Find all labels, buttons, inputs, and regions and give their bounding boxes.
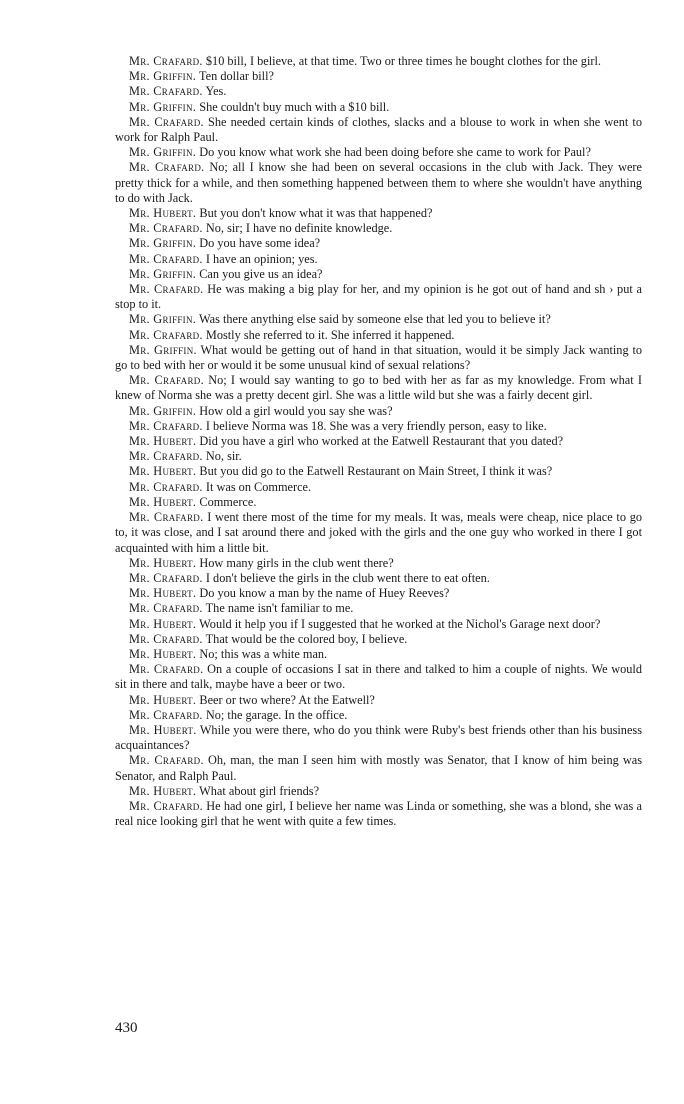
speaker-name: Mr. Griffin.: [129, 145, 197, 160]
testimony-paragraph: [115, 510, 642, 556]
testimony-paragraph: [115, 221, 642, 236]
testimony-text: Do you know a man by the name of Huey Reeves?: [199, 586, 450, 601]
testimony-text: I went there most of the time for my meals. It was, meals were cheap, nice place to go to, it was close, and I sat around there and joked with the girls and the one guy who worked in there I got acquainted with him a little bit.: [115, 510, 642, 555]
testimony-paragraph: [115, 784, 642, 799]
testimony-paragraph: [115, 343, 642, 373]
testimony-text: No; all I know she had been on several occasions in the club with Jack. They were pretty thick for a while, and then something happened between them to where she wouldn't have anything to do with Jack.: [115, 160, 642, 205]
testimony-paragraph: [115, 54, 642, 69]
testimony-text: Do you have some idea?: [199, 236, 321, 251]
testimony-paragraph: [115, 708, 642, 723]
testimony-paragraph: [115, 434, 642, 449]
testimony-text: Can you give us an idea?: [199, 266, 323, 281]
testimony-paragraph: [115, 464, 642, 479]
testimony-text: What about girl friends?: [199, 783, 320, 798]
testimony-text: $10 bill, I believe, at that time. Two or three times he bought clothes for the girl.: [205, 54, 601, 68]
speaker-name: Mr. Hubert.: [129, 616, 197, 631]
speaker-name: Mr. Griffin.: [129, 99, 197, 114]
testimony-paragraph: [115, 115, 642, 145]
testimony-paragraph: [115, 145, 642, 160]
testimony-text: No; I would say wanting to go to bed with her as far as my knowledge. From what I knew of Norma she was a pretty decent girl. She was a little wild but she was a fairly decent girl.: [115, 373, 642, 403]
speaker-name: Mr. Crafard.: [129, 631, 203, 646]
speaker-name: Mr. Crafard.: [129, 418, 203, 433]
testimony-paragraph: [115, 282, 642, 312]
testimony-text: While you were there, who do you think were Ruby's best friends other than his business acquaintances?: [115, 722, 642, 753]
transcript-page: [115, 54, 642, 829]
testimony-text: How many girls in the club went there?: [199, 555, 394, 570]
testimony-paragraph: [115, 632, 642, 647]
testimony-paragraph: [115, 586, 642, 601]
speaker-name: Mr. Griffin.: [129, 312, 197, 327]
testimony-paragraph: [115, 480, 642, 495]
testimony-text: No; the garage. In the office.: [205, 707, 348, 722]
testimony-text: How old a girl would you say she was?: [199, 403, 393, 418]
speaker-name: Mr. Crafard.: [129, 54, 203, 68]
testimony-paragraph: [115, 799, 642, 829]
speaker-name: Mr. Griffin.: [129, 69, 197, 84]
testimony-paragraph: [115, 662, 642, 692]
speaker-name: Mr. Crafard.: [129, 510, 204, 525]
speaker-name: Mr. Griffin.: [129, 403, 197, 418]
speaker-name: Mr. Crafard.: [129, 84, 203, 99]
speaker-name: Mr. Crafard.: [129, 707, 203, 722]
testimony-text: No; this was a white man.: [199, 646, 328, 661]
testimony-text: Do you know what work she had been doing before she came to work for Paul?: [199, 145, 591, 160]
testimony-text: I believe Norma was 18. She was a very friendly person, easy to like.: [205, 418, 547, 433]
testimony-text: She couldn't buy much with a $10 bill.: [199, 99, 390, 114]
testimony-paragraph: [115, 617, 642, 632]
testimony-text: Yes.: [205, 84, 227, 99]
testimony-paragraph: [115, 601, 642, 616]
speaker-name: Mr. Hubert.: [129, 206, 197, 221]
testimony-text: Commerce.: [199, 494, 257, 509]
speaker-name: Mr. Hubert.: [129, 494, 197, 509]
testimony-paragraph: [115, 693, 642, 708]
testimony-paragraph: [115, 647, 642, 662]
speaker-name: Mr. Hubert.: [129, 722, 197, 737]
speaker-name: Mr. Hubert.: [129, 783, 197, 798]
speaker-name: Mr. Crafard.: [129, 753, 204, 768]
speaker-name: Mr. Crafard.: [129, 662, 204, 677]
speaker-name: Mr. Griffin.: [129, 266, 197, 281]
testimony-text: She needed certain kinds of clothes, slacks and a blouse to work in when she went to work for Ralph Paul.: [115, 114, 642, 145]
testimony-text: What would be getting out of hand in that situation, would it be simply Jack wanting to go to bed with her or would it be some unusual kind of sexual relations?: [115, 342, 643, 373]
speaker-name: Mr. Crafard.: [129, 114, 204, 129]
testimony-paragraph: [115, 495, 642, 510]
testimony-paragraph: [115, 252, 642, 267]
testimony-paragraph: [115, 69, 642, 84]
testimony-text: I don't believe the girls in the club went there to eat often.: [205, 570, 490, 585]
testimony-paragraph: [115, 328, 642, 343]
testimony-text: Ten dollar bill?: [199, 69, 274, 84]
speaker-name: Mr. Crafard.: [129, 282, 204, 297]
testimony-text: Would it help you if I suggested that he worked at the Nichol's Garage next door?: [199, 616, 601, 631]
testimony-text: Did you have a girl who worked at the Eatwell Restaurant that you dated?: [199, 434, 564, 449]
testimony-text: But you did go to the Eatwell Restaurant on Main Street, I think it was?: [199, 464, 553, 479]
testimony-text: But you don't know what it was that happened?: [199, 206, 433, 221]
speaker-name: Mr. Crafard.: [129, 798, 203, 813]
speaker-name: Mr. Crafard.: [129, 601, 203, 616]
testimony-paragraph: [115, 236, 642, 251]
testimony-paragraph: [115, 404, 642, 419]
testimony-paragraph: [115, 373, 642, 403]
testimony-paragraph: [115, 571, 642, 586]
page-number: 430: [115, 1020, 138, 1036]
testimony-paragraph: [115, 556, 642, 571]
speaker-name: Mr. Crafard.: [129, 449, 203, 464]
testimony-text: On a couple of occasions I sat in there and talked to him a couple of nights. We would sit in there and talk, maybe have a beer or two.: [115, 662, 642, 692]
speaker-name: Mr. Hubert.: [129, 464, 197, 479]
speaker-name: Mr. Hubert.: [129, 555, 197, 570]
testimony-text: No, sir.: [205, 449, 242, 464]
testimony-paragraph: [115, 206, 642, 221]
testimony-paragraph: [115, 419, 642, 434]
speaker-name: Mr. Crafard.: [129, 221, 203, 236]
testimony-paragraph: [115, 84, 642, 99]
testimony-paragraph: [115, 100, 642, 115]
testimony-paragraph: [115, 723, 642, 753]
testimony-text: I have an opinion; yes.: [205, 251, 318, 266]
speaker-name: Mr. Hubert.: [129, 646, 197, 661]
testimony-text: Oh, man, the man I seen him with mostly was Senator, that I know of him being was Senator, and Ralph Paul.: [115, 753, 642, 783]
testimony-text: He had one girl, I believe her name was Linda or something, she was a blond, she was a real nice looking girl that he went with quite a few times.: [115, 798, 642, 829]
speaker-name: Mr. Hubert.: [129, 586, 197, 601]
testimony-paragraph: [115, 267, 642, 282]
testimony-paragraph: [115, 449, 642, 464]
speaker-name: Mr. Crafard.: [129, 251, 203, 266]
testimony-text: He was making a big play for her, and my opinion is he got out of hand and sh › put a stop to it.: [115, 282, 642, 312]
testimony-text: No, sir; I have no definite knowledge.: [205, 221, 393, 236]
testimony-text: That would be the colored boy, I believe.: [205, 631, 408, 646]
testimony-text: It was on Commerce.: [205, 479, 312, 494]
speaker-name: Mr. Hubert.: [129, 434, 197, 449]
speaker-name: Mr. Crafard.: [129, 327, 203, 342]
testimony-paragraph: [115, 160, 642, 206]
testimony-text: Mostly she referred to it. She inferred it happened.: [205, 327, 455, 342]
testimony-paragraph: [115, 312, 642, 327]
speaker-name: Mr. Hubert.: [129, 692, 197, 707]
testimony-text: The name isn't familiar to me.: [205, 601, 354, 616]
speaker-name: Mr. Griffin.: [129, 236, 197, 251]
speaker-name: Mr. Crafard.: [129, 479, 203, 494]
speaker-name: Mr. Crafard.: [129, 373, 204, 388]
speaker-name: Mr. Crafard.: [129, 570, 203, 585]
testimony-text: Beer or two where? At the Eatwell?: [199, 692, 375, 707]
testimony-paragraph: [115, 753, 642, 783]
testimony-text: Was there anything else said by someone else that led you to believe it?: [199, 312, 551, 327]
speaker-name: Mr. Griffin.: [129, 342, 197, 357]
speaker-name: Mr. Crafard.: [129, 160, 205, 175]
